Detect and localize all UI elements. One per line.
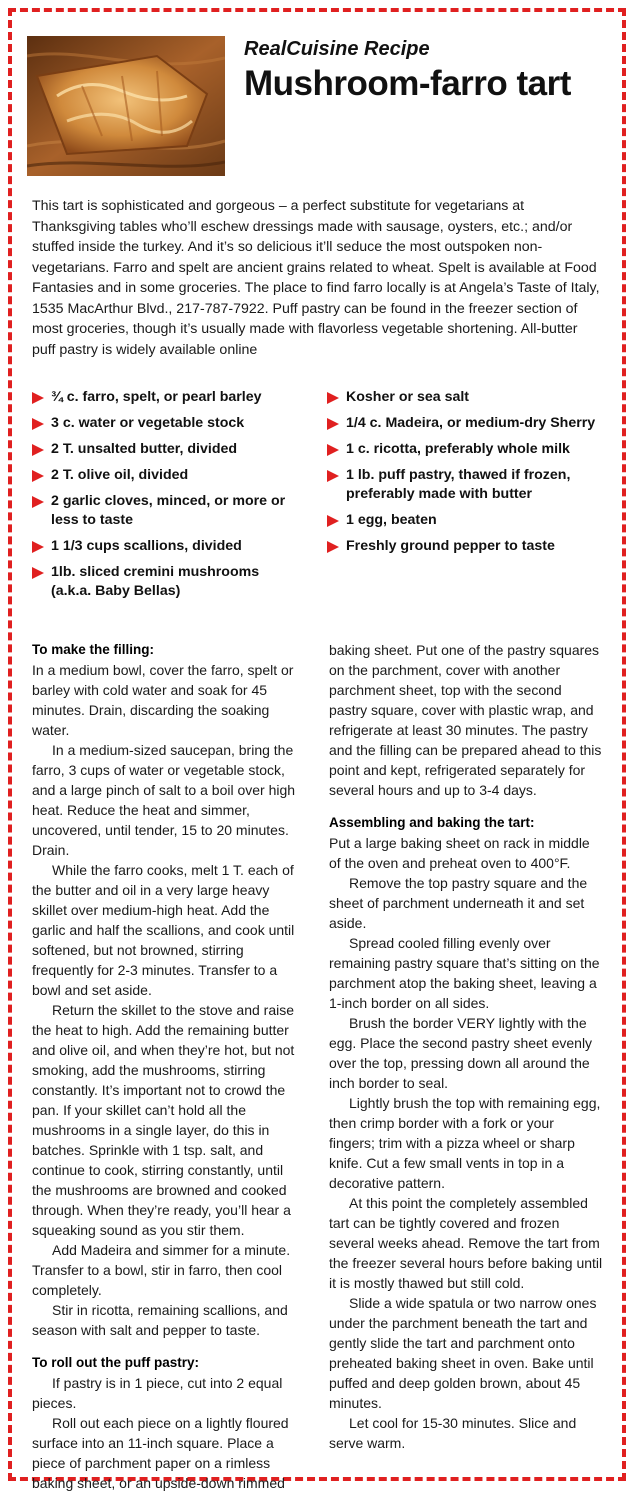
filling-step: Return the skillet to the stove and raise the heat to high. Add the remaining butter and olive oil, and when they’re hot, but not smoking, add the mushrooms, stirring constantly. It’s important not to crowd the pan. If your skillet can’t hold all the mushrooms in a single layer, do this in batches. Sprinkle with 1 tsp. salt, and continue to cook, stirring constantly, until the mushrooms are browned and cooked through. When they’re ready, you’ll hear a squeaking sound as you stir them. — [32, 1002, 295, 1238]
instructions-right-column — [329, 640, 603, 1453]
bullet-arrow-icon — [32, 444, 44, 456]
bullet-arrow-icon — [327, 444, 339, 456]
ingredient-item: 1lb. sliced cremini mushrooms (a.k.a. Baby Bellas) — [32, 563, 302, 601]
ingredient-item: ¾ c. farro, spelt, or pearl barley — [32, 388, 302, 407]
ingredient-item: 1 lb. puff pastry, thawed if frozen, preferably made with butter — [327, 466, 607, 504]
section-gap — [32, 1340, 306, 1353]
ingredient-item: 2 garlic cloves, minced, or more or less to taste — [32, 492, 302, 530]
assembling-step: Spread cooled filling evenly over remaining pastry square that’s sitting on the parchment atop the baking sheet, leaving a 1-inch border on all sides. — [329, 935, 600, 1011]
filling-step: While the farro cooks, melt 1 T. each of the butter and oil in a very large heavy skillet over medium-high heat. Add the garlic and half the scallions, and cook until softened, but not browned, stirring frequently for 2-3 minutes. Transfer to a bowl and set aside. — [32, 862, 295, 998]
assembling-step: Let cool for 15-30 minutes. Slice and serve warm. — [329, 1415, 577, 1451]
bullet-arrow-icon — [327, 541, 339, 553]
assembling-step: Put a large baking sheet on rack in middle of the oven and preheat oven to 400°F. — [329, 835, 590, 871]
filling-step: In a medium bowl, cover the farro, spelt or barley with cold water and soak for 45 minutes. Drain, discarding the soaking water. — [32, 662, 294, 738]
assembling-heading: Assembling and baking the tart: — [329, 815, 535, 830]
assembling-step: Brush the border VERY lightly with the egg. Place the second pastry sheet evenly over the top, pressing down all around the inch border to seal. — [329, 1015, 593, 1091]
ingredients-right — [327, 388, 607, 563]
filling-heading: To make the filling: — [32, 642, 155, 657]
filling-step: Add Madeira and simmer for a minute. Transfer to a bowl, stir in farro, then cool completely. — [32, 1242, 291, 1298]
assembling-step: At this point the completely assembled tart can be tightly covered and frozen several weeks ahead. Remove the tart from the freezer several hours before baking until it is mostly thawed but still cold. — [329, 1195, 603, 1291]
ingredient-item: 1 1/3 cups scallions, divided — [32, 537, 302, 556]
pastry-step: If pastry is in 1 piece, cut into 2 equal pieces. — [32, 1375, 283, 1411]
bullet-arrow-icon — [327, 470, 339, 482]
bullet-arrow-icon — [327, 392, 339, 404]
bullet-arrow-icon — [32, 541, 44, 553]
ingredient-item: 2 T. unsalted butter, divided — [32, 440, 302, 459]
ingredient-item: 1 c. ricotta, preferably whole milk — [327, 440, 607, 459]
bullet-arrow-icon — [32, 392, 44, 404]
bullet-arrow-icon — [32, 470, 44, 482]
recipe-title: Mushroom-farro tart — [244, 64, 571, 103]
recipe-kicker: RealCuisine Recipe — [244, 38, 430, 60]
assembling-step: Lightly brush the top with remaining egg, then crimp border with a fork or your fingers; trim with a pizza wheel or sharp knife. Cut a few small vents in top in a decorative pattern. — [329, 1095, 601, 1191]
filling-step: Stir in ricotta, remaining scallions, and season with salt and pepper to taste. — [32, 1302, 288, 1338]
assembling-step: Slide a wide spatula or two narrow ones under the parchment beneath the tart and gently slide the tart and parchment onto preheated baking sheet in oven. Bake until puffed and deep golden brown, about 45 minutes. — [329, 1295, 597, 1411]
bullet-arrow-icon — [327, 418, 339, 430]
ingredient-item: 1/4 c. Madeira, or medium-dry Sherry — [327, 414, 607, 433]
tart-photo — [27, 36, 225, 176]
bullet-arrow-icon — [32, 567, 44, 579]
bullet-arrow-icon — [32, 418, 44, 430]
pastry-step-continued: baking sheet. Put one of the pastry squares on the parchment, cover with another parchment sheet, top with the second pastry square, cover with plastic wrap, and refrigerate at least 30 minutes. The pastry and the filling can be prepared ahead to this point and kept, refrigerated separately for several hours and up to 3-4 days. — [329, 642, 602, 798]
ingredient-item: 3 c. water or vegetable stock — [32, 414, 302, 433]
bullet-arrow-icon — [327, 515, 339, 527]
pastry-step: Roll out each piece on a lightly floured surface into an 11-inch square. Place a piece of parchment paper on a rimless baking sheet, or an upside-down rimmed — [32, 1415, 289, 1491]
pastry-heading: To roll out the puff pastry: — [32, 1355, 199, 1370]
bullet-arrow-icon — [32, 496, 44, 508]
filling-step: In a medium-sized saucepan, bring the farro, 3 cups of water or vegetable stock, and a large pinch of salt to a boil over high heat. Reduce the heat and simmer, uncovered, until tender, 15 to 20 minutes. Drain. — [32, 742, 296, 858]
intro-paragraph: This tart is sophisticated and gorgeous – a perfect substitute for vegetarians at Thanksgiving tables who’ll eschew dressings made with sausage, oysters, etc.; and/or stuffed inside the turkey. And it’s so delicious it’ll seduce the most outspoken non-vegetarians. Farro and spelt are ancient grains related to wheat. Spelt is available at Food Fantasies and in some groceries. The place to find farro locally is at Angela’s Taste of Italy, 1535 MacArthur Blvd., 217-787-7922. Puff pastry can be found in the freezer section of most groceries, though it’s usually made with flavorless vegetable shortening. All-butter puff pastry is widely available online — [32, 198, 600, 358]
tart-image — [27, 36, 225, 176]
instructions-left-column — [32, 640, 306, 1493]
ingredients-left — [32, 388, 302, 608]
ingredient-item: 2 T. olive oil, divided — [32, 466, 302, 485]
ingredient-item: 1 egg, beaten — [327, 511, 607, 530]
section-gap — [329, 800, 603, 813]
ingredient-item: Kosher or sea salt — [327, 388, 607, 407]
ingredient-item: Freshly ground pepper to taste — [327, 537, 607, 556]
assembling-step: Remove the top pastry square and the sheet of parchment underneath it and set aside. — [329, 875, 588, 931]
